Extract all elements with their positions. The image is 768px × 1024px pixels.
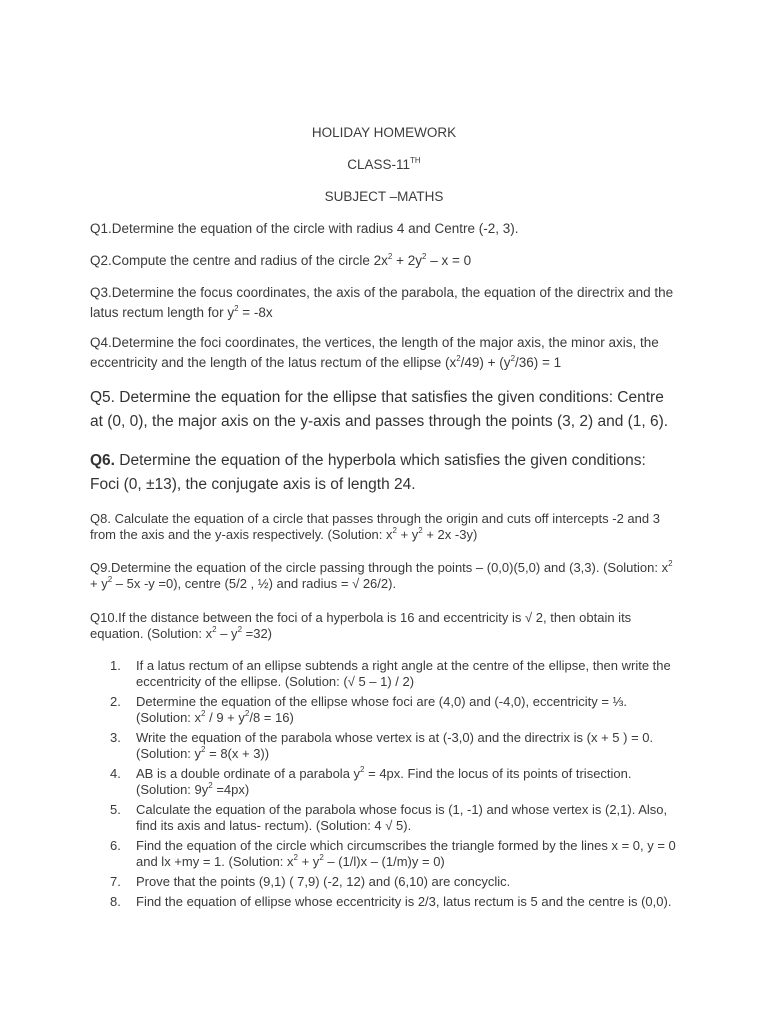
q6-label: Q6. [90,452,115,469]
q2-text-1: Q2.Compute the centre and radius of the circle 2x [90,253,388,268]
q8-sup-1: 2 [392,526,397,535]
q8-text-2: + y [396,527,419,542]
list-item-text: AB is a double ordinate of a parabola y [136,766,361,781]
list-item [90,694,680,726]
list-item-number: 3. [110,730,121,745]
list-item-number: 6. [110,838,121,853]
q3-sup-1: 2 [234,304,239,313]
question-1: Q1.Determine the equation of the circle with radius 4 and Centre (-2, 3). [90,221,519,236]
question-2 [90,251,675,271]
list-item [90,730,680,762]
q4-text-3: /36) = 1 [515,355,562,370]
list-item-text: Find the equation of ellipse whose eccentricity is 2/3, latus rectum is 5 and the centre is (0,0). [136,894,672,909]
list-item-number: 4. [110,766,121,781]
list-item-text: Find the equation of the circle which circumscribes the triangle formed by the lines x = 0, y = 0 and lx +my = 1. (Solution: x [136,838,676,869]
subject-heading: SUBJECT –MATHS [324,189,444,204]
q2-text-3: – x = 0 [426,253,472,268]
superscript: 2 [208,781,213,790]
superscript: 2 [360,765,365,774]
superscript: 2 [244,709,250,718]
list-item-number: 7. [110,874,121,889]
list-item-text: = 8(x + 3)) [205,746,270,761]
q6-text: Determine the equation of the hyperbola which satisfies the given conditions: Foci (0, ±13), the conjugate axis is of length 24. [90,452,646,493]
superscript: 2 [319,853,324,862]
list-item-number: 1. [110,658,121,673]
list-item [90,894,680,910]
q2-text-2: + 2y [392,253,423,268]
q2-sup-1: 2 [387,252,393,261]
q9-sup-1: 2 [668,559,673,568]
class-superscript: TH [410,156,421,165]
question-9 [90,560,675,592]
list-item-text: Prove that the points (9,1) ( 7,9) (-2, 12) and (6,10) are concyclic. [136,874,511,889]
class-label: CLASS-11 [347,157,411,172]
list-item-text: =4px) [212,782,250,797]
q4-sup-2: 2 [510,354,516,363]
q10-sup-2: 2 [237,625,243,634]
q9-text-2: + y [90,576,108,591]
list-item-text: If a latus rectum of an ellipse subtends a right angle at the centre of the ellipse, then write the eccentricity of the ellipse. (Solution: (√ 5 – 1) / 2) [136,658,671,689]
q9-sup-2: 2 [107,575,113,584]
superscript: 2 [201,709,206,718]
question-8 [90,511,675,543]
q10-text-1: Q10.If the distance between the foci of a hyperbola is 16 and eccentricity is √ 2, then obtain its equation. (Solution: x [90,610,632,641]
q4-text-2: /49) + (y [460,355,511,370]
question-10 [90,610,675,642]
list-item [90,802,680,834]
q10-text-2: – y [216,626,238,641]
list-item-text: Write the equation of the parabola whose vertex is at (-3,0) and the directrix is (x + 5 ) = 0. (Solution: y [136,730,654,761]
superscript: 2 [201,745,206,754]
list-item-text: /8 = 16) [249,710,294,725]
q4-sup-1: 2 [456,354,461,363]
list-item-number: 8. [110,894,121,909]
q9-text-3: – 5x -y =0), centre (5/2 , ½) and radius = √ 26/2). [112,576,397,591]
numbered-question-list [90,658,680,914]
q3-text-2: = -8x [238,305,273,320]
superscript: 2 [293,853,298,862]
list-item-text: = 4px. Find the locus of its points of trisection. (Solution: 9y [136,766,632,797]
list-item-text: – (1/l)x – (1/m)y = 0) [323,854,445,869]
list-item-number: 5. [110,802,121,817]
list-item [90,874,680,890]
class-heading [0,157,768,173]
q8-text-1: Q8. Calculate the equation of a circle that passes through the origin and cuts off intercepts -2 and 3 from the axis and the y-axis respectively. (Solution: x [90,511,660,542]
list-item-text: / 9 + y [205,710,245,725]
list-item [90,838,680,870]
q2-sup-2: 2 [422,252,427,261]
question-4 [90,333,675,373]
q8-text-3: + 2x -3y) [422,527,478,542]
list-item-text: Determine the equation of the ellipse whose foci are (4,0) and (-4,0), eccentricity = ⅓. (Solution: x [136,694,628,725]
list-item [90,658,680,690]
list-item-text: + y [297,854,320,869]
list-item-number: 2. [110,694,121,709]
question-5: Q5. Determine the equation for the ellipse that satisfies the given conditions: Centre at (0, 0), the major axis on the y-axis and passes through the points (3, 2) and (1, 6). [90,389,669,430]
list-item [90,766,680,798]
question-6 [90,449,675,497]
list-item-text: Calculate the equation of the parabola whose focus is (1, -1) and whose vertex is (2,1). Also, find its axis and latus- rectum). (Solution: 4 √ 5). [136,802,668,833]
q10-sup-1: 2 [212,625,217,634]
q8-sup-2: 2 [418,526,423,535]
q3-text-1: Q3.Determine the focus coordinates, the axis of the parabola, the equation of the directrix and the latus rectum length for y [90,285,674,320]
question-3 [90,283,675,323]
q9-text-1: Q9.Determine the equation of the circle passing through the points – (0,0)(5,0) and (3,3). (Solution: x [90,560,669,575]
q10-text-3: =32) [242,626,273,641]
q4-text-1: Q4.Determine the foci coordinates, the vertices, the length of the major axis, the minor axis, the eccentricity and the length of the latus rectum of the ellipse (x [90,335,659,370]
document-title: HOLIDAY HOMEWORK [311,125,457,140]
